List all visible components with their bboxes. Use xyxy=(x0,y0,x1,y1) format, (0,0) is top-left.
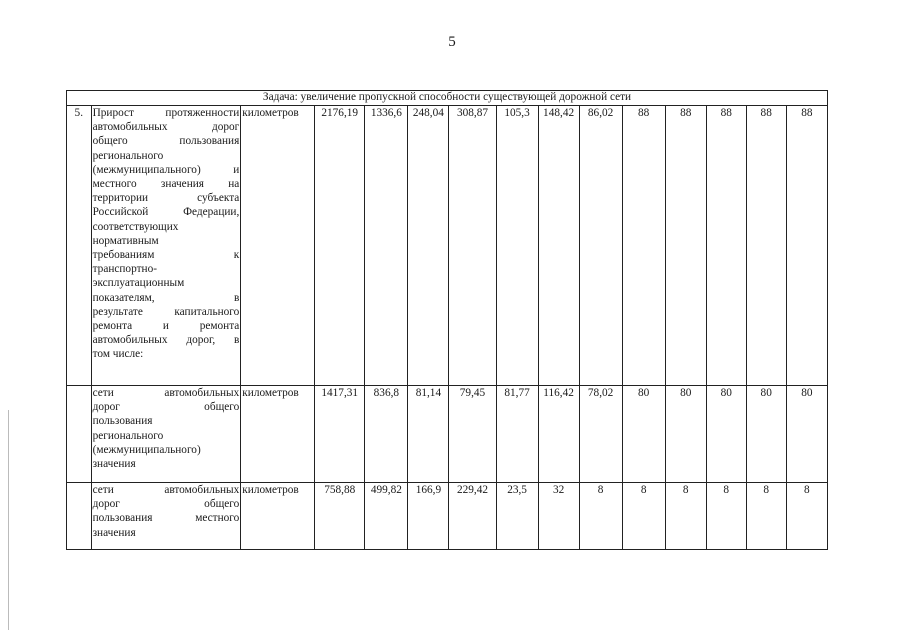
indicator-name-line: дорог общего xyxy=(92,401,240,414)
indicator-name-line: пользования местного xyxy=(92,512,240,525)
value-cell: 86,02 xyxy=(579,106,622,386)
indicator-name-line: сети автомобильных xyxy=(92,484,240,496)
value-cell: 758,88 xyxy=(315,483,365,550)
value-cell: 148,42 xyxy=(538,106,579,386)
value-cell: 88 xyxy=(622,106,665,386)
value-cell: 8 xyxy=(579,483,622,550)
value-cell: 166,9 xyxy=(408,483,449,550)
value-cell: 8 xyxy=(746,483,786,550)
unit-cell: километров xyxy=(241,483,315,550)
value-cell: 23,5 xyxy=(496,483,538,550)
table-row xyxy=(67,106,828,386)
indicator-name-cell xyxy=(91,106,241,386)
indicator-name-cell xyxy=(91,386,241,483)
value-cell: 248,04 xyxy=(408,106,449,386)
indicator-name-line: регионального xyxy=(92,429,164,442)
value-cell: 32 xyxy=(538,483,579,550)
indicator-name-line: местного значения на xyxy=(92,178,240,191)
value-cell: 1336,6 xyxy=(365,106,408,386)
value-cell: 88 xyxy=(706,106,746,386)
indicator-name-line: (межмуниципального) и xyxy=(92,163,240,176)
row-number-cell xyxy=(67,386,92,483)
value-cell: 79,45 xyxy=(449,386,496,483)
indicator-name-line: том числе: xyxy=(92,348,144,361)
value-cell: 81,77 xyxy=(496,386,538,483)
indicator-name-line: транспортно- xyxy=(92,263,157,276)
value-cell: 1417,31 xyxy=(315,386,365,483)
value-cell: 88 xyxy=(786,106,827,386)
indicator-name-line: общего пользования xyxy=(92,135,240,148)
indicator-name-line: дорог общего xyxy=(92,498,240,511)
value-cell: 80 xyxy=(786,386,827,483)
indicator-name-line: значения xyxy=(92,458,136,471)
unit-cell: километров xyxy=(241,386,315,483)
value-cell: 80 xyxy=(746,386,786,483)
task-header: Задача: увеличение пропускной способности существующей дорожной сети xyxy=(67,91,828,106)
indicator-name-line: (межмуниципального) xyxy=(92,443,201,456)
value-cell: 78,02 xyxy=(579,386,622,483)
row-number-cell xyxy=(67,483,92,550)
value-cell: 88 xyxy=(665,106,706,386)
indicator-name-line: нормативным xyxy=(92,234,159,247)
indicator-name-line: автомобильных дорог xyxy=(92,121,240,134)
indicator-name-line: эксплуатационным xyxy=(92,277,185,290)
indicator-name-line: регионального xyxy=(92,149,164,162)
value-cell: 499,82 xyxy=(365,483,408,550)
indicator-table xyxy=(66,90,828,550)
indicator-name-line: автомобильных дорог, в xyxy=(92,334,240,347)
page-number: 5 xyxy=(448,34,456,50)
value-cell: 8 xyxy=(665,483,706,550)
value-cell: 836,8 xyxy=(365,386,408,483)
value-cell: 105,3 xyxy=(496,106,538,386)
indicator-name-line: значения xyxy=(92,526,136,539)
value-cell: 80 xyxy=(622,386,665,483)
value-cell: 116,42 xyxy=(538,386,579,483)
value-cell: 80 xyxy=(706,386,746,483)
value-cell: 8 xyxy=(622,483,665,550)
table-row xyxy=(67,386,828,483)
value-cell: 88 xyxy=(746,106,786,386)
row-number-cell: 5. xyxy=(67,106,92,386)
left-margin-line xyxy=(8,410,9,630)
indicator-name-cell xyxy=(91,483,241,550)
value-cell: 229,42 xyxy=(449,483,496,550)
value-cell: 80 xyxy=(665,386,706,483)
value-cell: 308,87 xyxy=(449,106,496,386)
indicator-name-line: ремонта и ремонта xyxy=(92,320,240,333)
indicator-name-line: требованиям к xyxy=(92,249,240,262)
indicator-name-line: территории субъекта xyxy=(92,192,240,205)
value-cell: 81,14 xyxy=(408,386,449,483)
indicator-name-line: Прирост протяженности xyxy=(92,107,240,119)
indicator-name-line: результате капитального xyxy=(92,305,240,318)
indicator-name-line: сети автомобильных xyxy=(92,387,240,399)
task-header-row xyxy=(67,91,828,106)
indicator-name-line: пользования xyxy=(92,415,153,428)
value-cell: 2176,19 xyxy=(315,106,365,386)
indicator-name-line: Российской Федерации, xyxy=(92,206,240,219)
indicator-name-line: соответствующих xyxy=(92,220,179,233)
indicator-name-line: показателям, в xyxy=(92,291,240,304)
value-cell: 8 xyxy=(786,483,827,550)
value-cell: 8 xyxy=(706,483,746,550)
unit-cell: километров xyxy=(241,106,315,386)
table-row xyxy=(67,483,828,550)
